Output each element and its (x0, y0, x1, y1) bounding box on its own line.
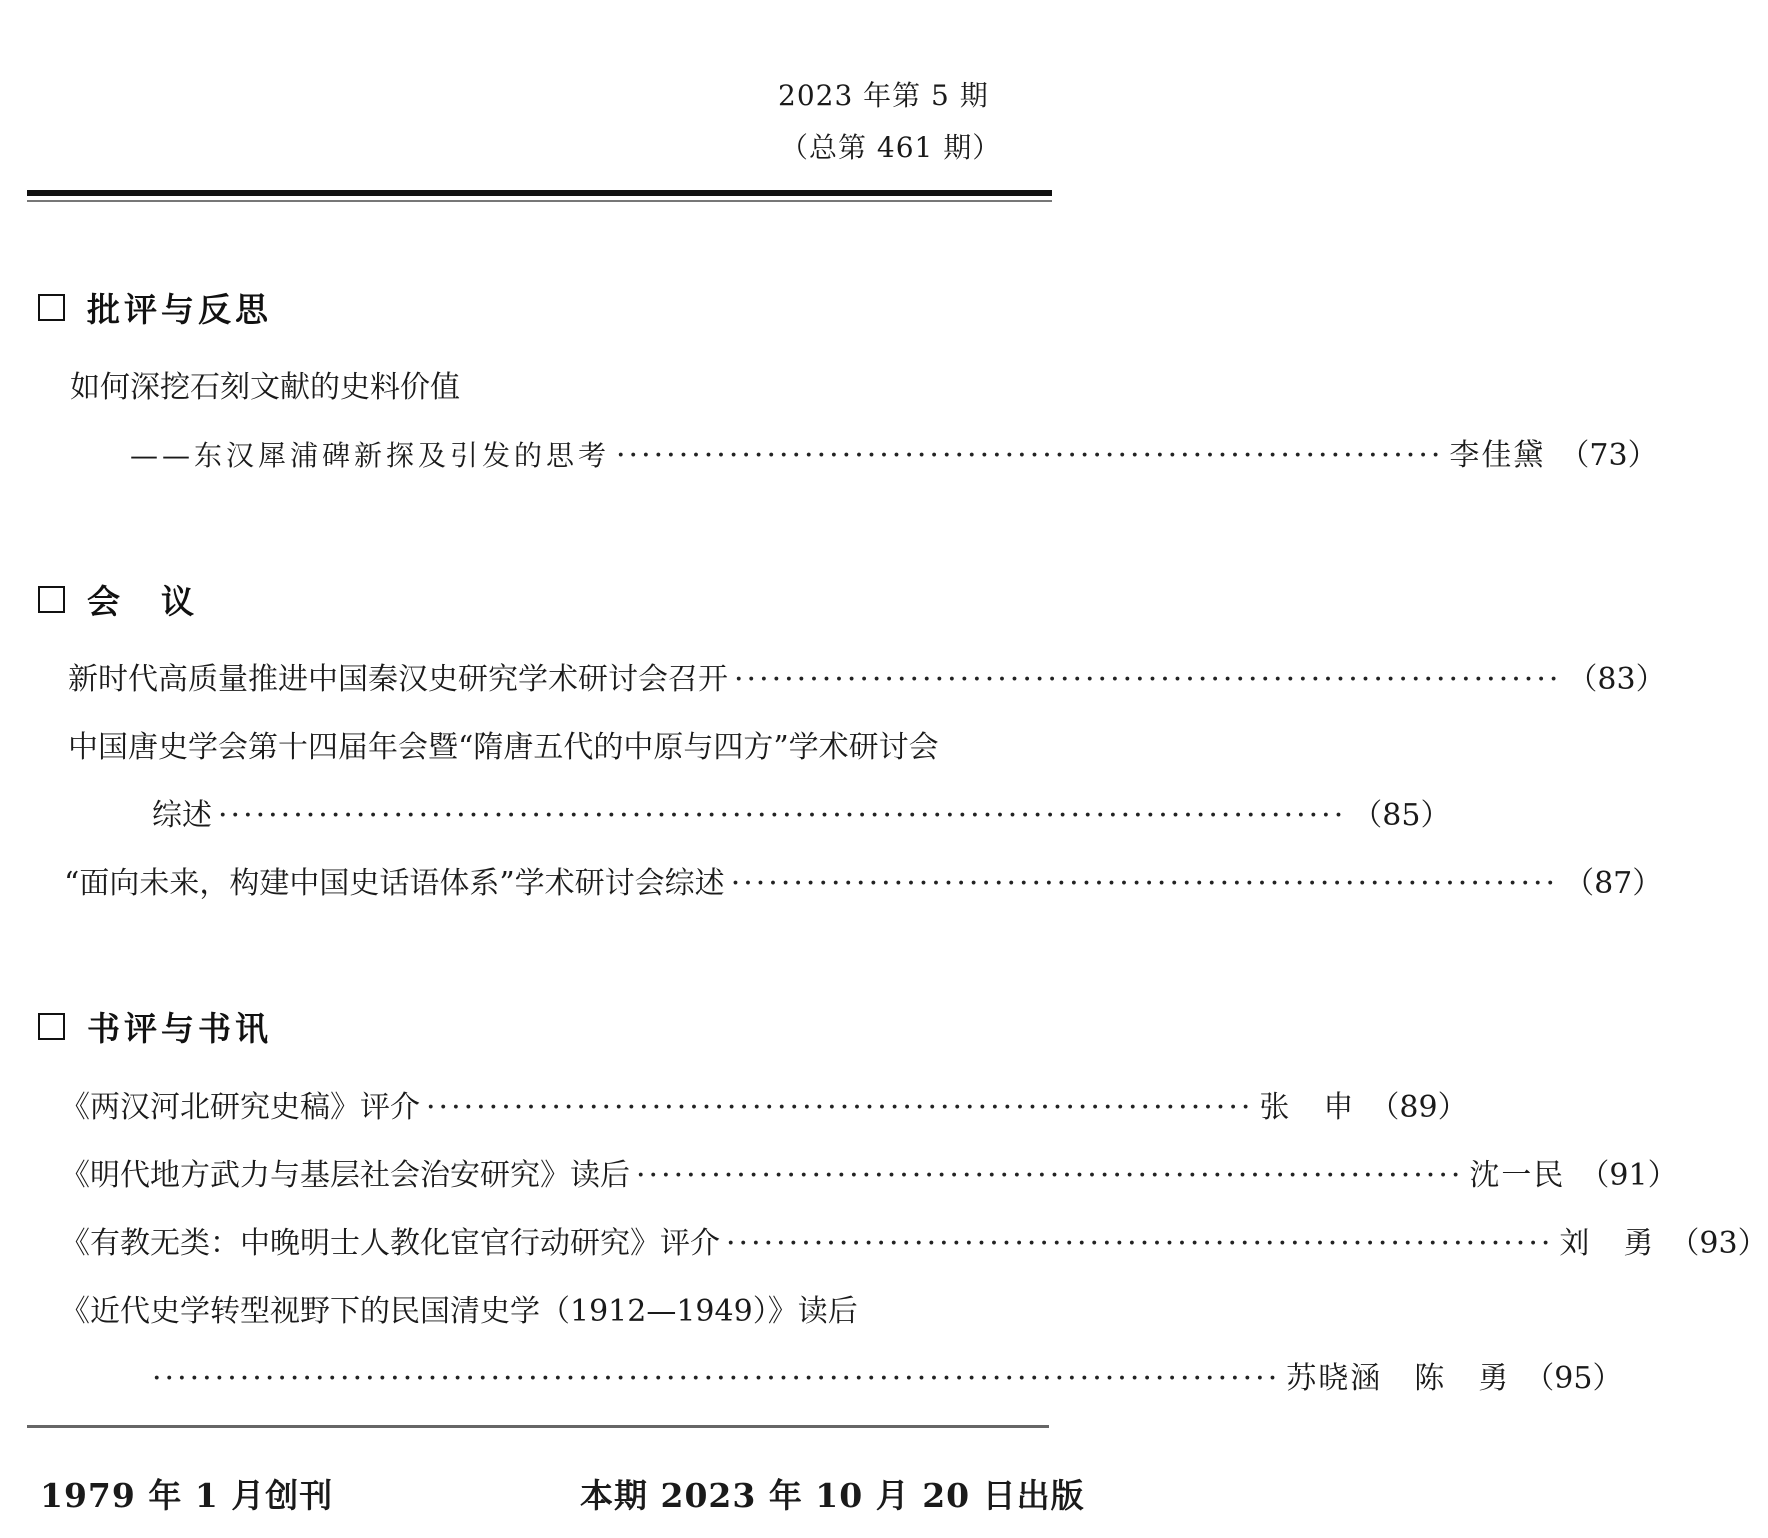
toc-entry-title-line (60, 1286, 858, 1330)
checkbox-square-icon (38, 586, 65, 613)
leader-dots: ·························································································· (218, 798, 1347, 833)
entry-page: （87） (1564, 866, 1663, 901)
entry-title: 《近代史学转型视野下的民国清史学（1912—1949）》读后 (60, 1294, 858, 1329)
entry-page: （83） (1567, 662, 1666, 697)
header-rule-thick (27, 190, 1052, 196)
entry-author: 沈一民 (1469, 1158, 1566, 1193)
entry-page: （85） (1352, 798, 1451, 833)
entry-page: （89） (1369, 1090, 1468, 1125)
entry-subtitle: ——东汉犀浦碑新探及引发的思考 (130, 439, 611, 472)
leader-dots: ·································································· (726, 1226, 1554, 1261)
section-title: 书评与书讯 (87, 1009, 272, 1048)
toc-entry (60, 1218, 1768, 1262)
leader-dots: ·································································· (636, 1158, 1464, 1193)
entry-page: （93） (1669, 1226, 1768, 1261)
checkbox-square-icon (38, 294, 65, 321)
toc-entry (152, 1353, 1623, 1397)
entry-title: 新时代高质量推进中国秦汉史研究学术研讨会召开 (68, 662, 728, 697)
leader-dots: ·························································································· (152, 1361, 1281, 1396)
entry-page: （91） (1579, 1158, 1678, 1193)
section-title: 批评与反思 (87, 290, 272, 329)
entry-page: （95） (1524, 1361, 1623, 1396)
section-title: 会 议 (87, 582, 198, 621)
toc-entry (60, 1082, 1468, 1126)
founded-date: 1979 年 1 月创刊 (40, 1476, 334, 1515)
entry-author: 张 申 (1259, 1090, 1356, 1125)
entry-title: 如何深挖石刻文献的史料价值 (70, 370, 460, 405)
entry-title: 《两汉河北研究史稿》评介 (60, 1090, 420, 1125)
entry-title-continued: 综述 (152, 798, 212, 833)
toc-entry (68, 654, 1666, 698)
entry-author: 刘 勇 (1559, 1226, 1656, 1261)
issue-number: 2023 年第 5 期 (778, 79, 989, 112)
header-rule-thin (27, 200, 1052, 202)
leader-dots: ·································································· (734, 662, 1562, 697)
section-heading-meeting (38, 576, 198, 623)
toc-entry (64, 858, 1663, 902)
footer-rule (27, 1425, 1049, 1428)
leader-dots: ·································································· (730, 866, 1559, 901)
toc-entry-title-line (68, 722, 939, 766)
entry-page: （73） (1559, 438, 1658, 473)
toc-entry (130, 430, 1658, 474)
checkbox-square-icon (38, 1013, 65, 1040)
total-issue-number: （总第 461 期） (780, 131, 1002, 164)
toc-entry (60, 1150, 1678, 1194)
entry-title: 《有教无类：中晚明士人教化宦官行动研究》评介 (60, 1226, 720, 1261)
leader-dots: ·································································· (616, 438, 1444, 473)
entry-author: 苏晓涵 陈 勇 (1286, 1361, 1511, 1396)
section-heading-critique (38, 284, 272, 331)
publication-date: 本期 2023 年 10 月 20 日出版 (580, 1476, 1085, 1515)
section-heading-reviews (38, 1003, 272, 1050)
entry-title: “面向未来，构建中国史话语体系”学术研讨会综述 (64, 866, 725, 901)
toc-entry (152, 790, 1451, 834)
leader-dots: ·································································· (426, 1090, 1254, 1125)
entry-author: 李佳黛 (1449, 438, 1546, 473)
entry-title: 《明代地方武力与基层社会治安研究》读后 (60, 1158, 630, 1193)
entry-title: 中国唐史学会第十四届年会暨“隋唐五代的中原与四方”学术研讨会 (68, 730, 939, 765)
toc-entry-title-line (70, 362, 460, 406)
